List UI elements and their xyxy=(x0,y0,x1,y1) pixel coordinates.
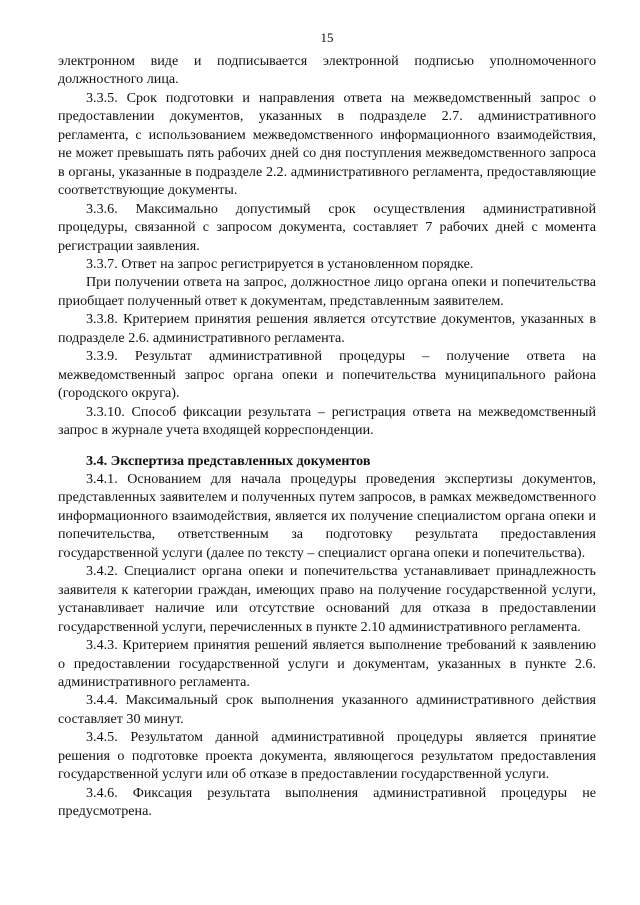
paragraphs-section-3-3 xyxy=(58,52,596,440)
paragraph-3-4-5: 3.4.5. Результатом данной административной процедуры является принятие решения о подготовке проекта документа, являющегося результатом предоставления государственной услуги или об отказе в предоставлении государственной услуги. xyxy=(58,729,596,783)
section-heading-3-4: 3.4. Экспертиза представленных документов xyxy=(86,452,371,469)
paragraph-3-4-6: 3.4.6. Фиксация результата выполнения административной процедуры не предусмотрена. xyxy=(58,784,596,820)
page-number: 15 xyxy=(320,30,334,45)
paragraph-3-3-7: 3.3.7. Ответ на запрос регистрируется в установленном порядке. xyxy=(86,255,474,272)
paragraph-3-3-5: 3.3.5. Срок подготовки и направления ответа на межведомственный запрос о предоставлении документов, указанных в подразделе 2.7. административного регламента, с использованием межведомственного информационного взаимодействия, не может превышать пять рабочих дней со дня поступления межведомственного запроса в органы, указанные в подразделе 2.2. административного регламента, предоставляющие соответствующие документы. xyxy=(58,89,596,199)
paragraph-3-4-2: 3.4.2. Специалист органа опеки и попечительства устанавливает принадлежность заявителя к категории граждан, имеющих право на получение государственной услуги, устанавливает наличие или отсутствие оснований для отказа в предоставлении государственной услуги, перечисленных в пункте 2.10 административного регламента. xyxy=(58,563,596,635)
paragraph-3-3-9: 3.3.9. Результат административной процедуры – получение ответа на межведомственный запрос органа опеки и попечительства муниципального района (городского округа). xyxy=(58,348,596,402)
paragraph-3-3-7b: При получении ответа на запрос, должностное лицо органа опеки и попечительства приобщает полученный ответ к документам, представленным заявителем. xyxy=(58,274,596,309)
paragraph-3-4-1: 3.4.1. Основанием для начала процедуры проведения экспертизы документов, представленных заявителем и полученных путем запросов, в рамках межведомственного информационного взаимодействия, является их получение специалистом органа опеки и попечительства, ответственным за подготовку результата предоставления государственной услуги (далее по тексту – специалист органа опеки и попечительства). xyxy=(58,470,596,561)
document-page xyxy=(58,30,596,821)
paragraph-intro: электронном виде и подписывается электронной подписью уполномоченного должностного лица. xyxy=(58,53,596,88)
paragraph-3-3-8: 3.3.8. Критерием принятия решения является отсутствие документов, указанных в подразделе 2.6. административного регламента. xyxy=(58,311,596,346)
paragraph-3-3-10: 3.3.10. Способ фиксации результата – регистрация ответа на межведомственный запрос в журнале учета входящей корреспонденции. xyxy=(58,403,596,439)
paragraph-3-4-4: 3.4.4. Максимальный срок выполнения указанного административного действия составляет 30 минут. xyxy=(58,692,596,727)
paragraphs-section-3-4 xyxy=(58,470,596,821)
paragraph-3-3-6: 3.3.6. Максимально допустимый срок осуществления административной процедуры, связанной с запросом документа, составляет 7 рабочих дней с момента регистрации заявления. xyxy=(58,200,596,254)
paragraph-3-4-3: 3.4.3. Критерием принятия решений является выполнение требований к заявлению о предоставлении государственной услуги и документам, указанных в пункте 2.6. административного регламента. xyxy=(58,637,596,690)
